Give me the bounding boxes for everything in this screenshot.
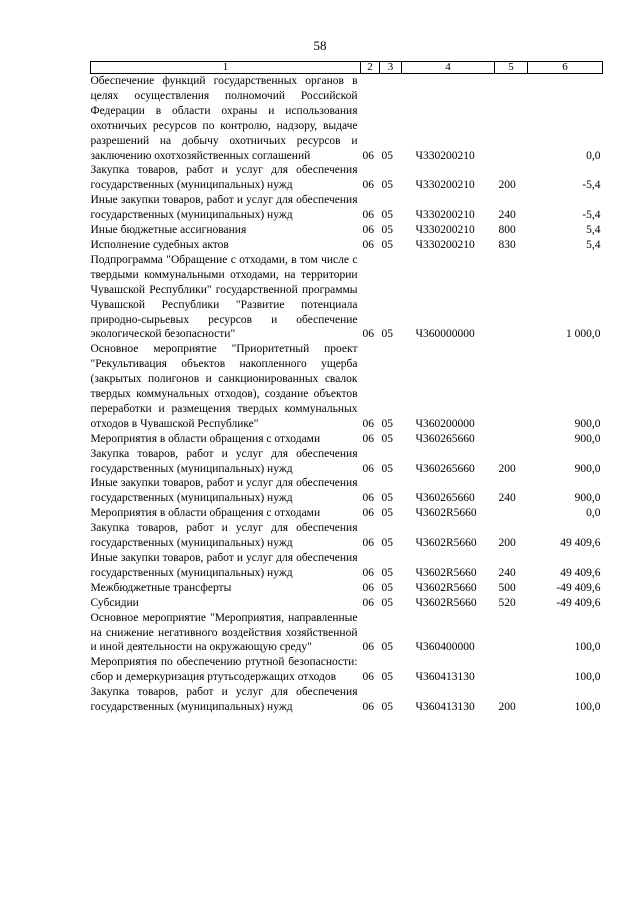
table-row bbox=[91, 506, 603, 521]
row-section: 06 bbox=[362, 671, 374, 684]
row-amount: 5,4 bbox=[586, 238, 601, 251]
row-name: Основное мероприятие "Приоритетный проект "Рекультивация объектов накопленного ущерба (закрытых полигонов и санкционированных свалок твердых коммунальных отходов), создание объектов переработки и размещения твердых коммунальных отходов в Чувашской Республике" bbox=[90, 343, 358, 430]
row-expense-type: 240 bbox=[498, 209, 516, 222]
row-target-code: Ч3602R5660 bbox=[415, 596, 477, 609]
row-section: 06 bbox=[362, 328, 374, 341]
row-target-code: Ч360265660 bbox=[415, 492, 475, 505]
row-subsection: 05 bbox=[381, 701, 393, 714]
header-col-target-code: 4 bbox=[402, 62, 495, 74]
header-row bbox=[91, 62, 603, 74]
row-amount: 1 000,0 bbox=[566, 328, 601, 341]
row-name: Закупка товаров, работ и услуг для обеспечения государственных (муниципальных) нужд bbox=[90, 164, 358, 192]
row-expense-type: 200 bbox=[498, 701, 516, 714]
row-name: Исполнение судебных актов bbox=[90, 238, 229, 251]
row-subsection: 05 bbox=[381, 149, 393, 162]
row-expense-type: 200 bbox=[498, 179, 516, 192]
header-col-name: 1 bbox=[91, 62, 361, 74]
row-subsection: 05 bbox=[381, 596, 393, 609]
row-expense-type: 520 bbox=[498, 596, 516, 609]
row-section: 06 bbox=[362, 224, 374, 237]
row-expense-type: 240 bbox=[498, 492, 516, 505]
row-section: 06 bbox=[362, 641, 374, 654]
row-amount: -5,4 bbox=[582, 209, 601, 222]
row-expense-type bbox=[495, 253, 528, 342]
table-row bbox=[91, 253, 603, 342]
row-target-code: Ч360265660 bbox=[415, 462, 475, 475]
row-target-code: Ч330200210 bbox=[415, 238, 475, 251]
row-amount: -49 409,6 bbox=[556, 596, 601, 609]
row-section: 06 bbox=[362, 417, 374, 430]
row-amount: -5,4 bbox=[582, 179, 601, 192]
row-section: 06 bbox=[362, 566, 374, 579]
row-amount: 900,0 bbox=[574, 462, 601, 475]
row-amount: 0,0 bbox=[586, 507, 601, 520]
row-section: 06 bbox=[362, 179, 374, 192]
row-expense-type: 240 bbox=[498, 566, 516, 579]
row-amount: 0,0 bbox=[586, 149, 601, 162]
row-section: 06 bbox=[362, 507, 374, 520]
table-row bbox=[91, 74, 603, 164]
row-subsection: 05 bbox=[381, 462, 393, 475]
row-subsection: 05 bbox=[381, 566, 393, 579]
table-row bbox=[91, 596, 603, 611]
row-amount: 100,0 bbox=[574, 641, 601, 654]
row-subsection: 05 bbox=[381, 581, 393, 594]
table-header bbox=[91, 62, 603, 74]
row-name: Закупка товаров, работ и услуг для обеспечения государственных (муниципальных) нужд bbox=[90, 522, 358, 550]
row-name: Основное мероприятие "Мероприятия, направленные на снижение негативного воздействия хозяйственной и иной деятельности на окружающую среду" bbox=[90, 611, 358, 654]
table-row bbox=[91, 521, 603, 551]
header-col-section: 2 bbox=[361, 62, 380, 74]
row-section: 06 bbox=[362, 432, 374, 445]
row-expense-type bbox=[495, 655, 528, 685]
row-name: Мероприятия по обеспечению ртутной безопасности: сбор и демеркуризация ртутьсодержащих отходов bbox=[90, 656, 358, 684]
row-expense-type bbox=[495, 74, 528, 164]
table-row bbox=[91, 685, 603, 715]
row-target-code: Ч360413130 bbox=[415, 671, 475, 684]
row-amount: 900,0 bbox=[574, 417, 601, 430]
table-row bbox=[91, 655, 603, 685]
row-subsection: 05 bbox=[381, 417, 393, 430]
row-target-code: Ч330200210 bbox=[415, 179, 475, 192]
row-expense-type: 500 bbox=[498, 581, 516, 594]
row-expense-type bbox=[495, 342, 528, 431]
row-subsection: 05 bbox=[381, 179, 393, 192]
row-name: Иные закупки товаров, работ и услуг для обеспечения государственных (муниципальных) нужд bbox=[90, 194, 358, 222]
row-subsection: 05 bbox=[381, 432, 393, 445]
row-amount: 900,0 bbox=[574, 432, 601, 445]
row-amount: 900,0 bbox=[574, 492, 601, 505]
row-amount: 100,0 bbox=[574, 671, 601, 684]
row-subsection: 05 bbox=[381, 209, 393, 222]
row-section: 06 bbox=[362, 149, 374, 162]
row-name: Иные закупки товаров, работ и услуг для обеспечения государственных (муниципальных) нужд bbox=[90, 477, 358, 505]
row-subsection: 05 bbox=[381, 537, 393, 550]
table-row bbox=[91, 223, 603, 238]
table-row bbox=[91, 238, 603, 253]
table-row bbox=[91, 551, 603, 581]
header-col-expense-type: 5 bbox=[495, 62, 528, 74]
row-section: 06 bbox=[362, 209, 374, 222]
row-name: Закупка товаров, работ и услуг для обеспечения государственных (муниципальных) нужд bbox=[90, 686, 358, 714]
table-row bbox=[91, 432, 603, 447]
row-name: Мероприятия в области обращения с отходами bbox=[90, 432, 321, 445]
row-name: Иные закупки товаров, работ и услуг для обеспечения государственных (муниципальных) нужд bbox=[90, 552, 358, 579]
table-row bbox=[91, 611, 603, 656]
row-name: Мероприятия в области обращения с отходами bbox=[90, 507, 321, 520]
row-expense-type: 200 bbox=[498, 537, 516, 550]
row-expense-type bbox=[495, 506, 528, 521]
row-subsection: 05 bbox=[381, 507, 393, 520]
row-name: Закупка товаров, работ и услуг для обеспечения государственных (муниципальных) нужд bbox=[90, 447, 358, 475]
row-target-code: Ч360200000 bbox=[415, 417, 475, 430]
row-name: Межбюджетные трансферты bbox=[90, 581, 232, 594]
table-row bbox=[91, 163, 603, 193]
header-col-amount: 6 bbox=[528, 62, 603, 74]
row-name: Иные бюджетные ассигнования bbox=[90, 224, 247, 237]
row-target-code: Ч3602R5660 bbox=[415, 507, 477, 520]
row-subsection: 05 bbox=[381, 641, 393, 654]
row-section: 06 bbox=[362, 492, 374, 505]
row-section: 06 bbox=[362, 462, 374, 475]
table-row bbox=[91, 193, 603, 223]
row-target-code: Ч360413130 bbox=[415, 701, 475, 714]
page-number: 58 bbox=[313, 38, 327, 53]
row-section: 06 bbox=[362, 596, 374, 609]
row-target-code: Ч360400000 bbox=[415, 641, 475, 654]
row-target-code: Ч3602R5660 bbox=[415, 581, 477, 594]
row-target-code: Ч330200210 bbox=[415, 224, 475, 237]
row-target-code: Ч3602R5660 bbox=[415, 537, 477, 550]
row-section: 06 bbox=[362, 701, 374, 714]
header-col-subsection: 3 bbox=[380, 62, 402, 74]
row-target-code: Ч330200210 bbox=[415, 149, 475, 162]
row-subsection: 05 bbox=[381, 238, 393, 251]
row-section: 06 bbox=[362, 537, 374, 550]
row-subsection: 05 bbox=[381, 328, 393, 341]
row-subsection: 05 bbox=[381, 671, 393, 684]
row-target-code: Ч330200210 bbox=[415, 209, 475, 222]
row-target-code: Ч3602R5660 bbox=[415, 566, 477, 579]
row-amount: -49 409,6 bbox=[556, 581, 601, 594]
row-name: Подпрограмма "Обращение с отходами, в том числе с твердыми коммунальными отходами, на территории Чувашской Республики" государственной программы Чувашской Республики "Развитие потенциала природно-сырьевых ресурсов и обеспечение экологической безопасности" bbox=[90, 253, 358, 341]
row-expense-type bbox=[495, 611, 528, 656]
budget-table bbox=[90, 61, 603, 715]
row-target-code: Ч360265660 bbox=[415, 432, 475, 445]
row-expense-type: 800 bbox=[498, 224, 516, 237]
table-row bbox=[91, 476, 603, 506]
row-section: 06 bbox=[362, 238, 374, 251]
row-amount: 100,0 bbox=[574, 701, 601, 714]
table-row bbox=[91, 342, 603, 431]
row-amount: 49 409,6 bbox=[560, 566, 601, 579]
row-expense-type: 830 bbox=[498, 238, 516, 251]
row-name: Обеспечение функций государственных органов в целях осуществления полномочий Российской Федерации в области охраны и использования охотничьих ресурсов по контролю, надзору, выдаче разрешений на добычу охотничьих ресурсов и заключению охотхозяйственных соглашений bbox=[90, 75, 358, 162]
row-section: 06 bbox=[362, 581, 374, 594]
row-subsection: 05 bbox=[381, 224, 393, 237]
row-expense-type bbox=[495, 432, 528, 447]
row-amount: 5,4 bbox=[586, 224, 601, 237]
row-subsection: 05 bbox=[381, 492, 393, 505]
row-target-code: Ч360000000 bbox=[415, 328, 475, 341]
table-body bbox=[91, 74, 603, 715]
row-amount: 49 409,6 bbox=[560, 537, 601, 550]
table-row bbox=[91, 581, 603, 596]
row-name: Субсидии bbox=[90, 596, 139, 609]
table-row bbox=[91, 447, 603, 477]
row-expense-type: 200 bbox=[498, 462, 516, 475]
